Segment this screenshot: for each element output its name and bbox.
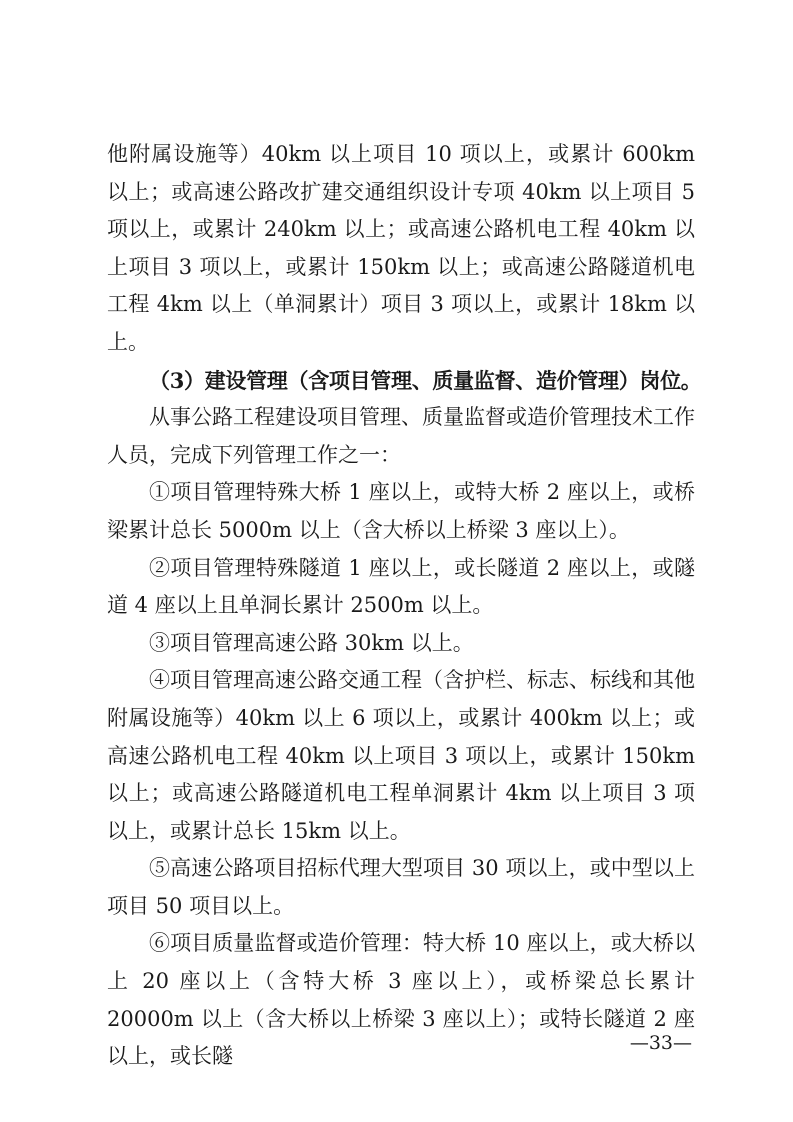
paragraph-continuation: 他附属设施等）40km 以上项目 10 项以上，或累计 600km 以上；或高速公路改扩建交通组织设计专项 40km 以上项目 5 项以上，或累计 240km 以上；或高速公路机电工程 40km 以上项目 3 项以上，或累计 150km 以上；或高速公路隧道机电工程 4km 以上（单洞累计）项目 3 项以上，或累计 18km 以上。 [107, 142, 695, 354]
section-heading-construction-management: （3）建设管理（含项目管理、质量监督、造价管理）岗位。 [149, 367, 702, 393]
page-number: —33— [629, 1032, 692, 1054]
list-item-6: ⑥项目质量监督或造价管理：特大桥 10 座以上，或大桥以上 20 座以上（含特大桥 3 座以上），或桥梁总长累计 20000m 以上（含大桥以上桥梁 3 座以上）；或特长隧道 2 座以上，或长隧 [107, 931, 695, 1069]
list-item-4: ④项目管理高速公路交通工程（含护栏、标志、标线和其他附属设施等）40km 以上 6 项以上，或累计 400km 以上；或高速公路机电工程 40km 以上项目 3 项以上，或累计 150km 以上；或高速公路隧道机电工程单洞累计 4km 以上项目 3 项以上，或累计总长 15km 以上。 [107, 668, 695, 843]
document-body [107, 136, 702, 1076]
list-item-5: ⑤高速公路项目招标代理大型项目 30 项以上，或中型以上项目 50 项目以上。 [107, 856, 695, 918]
list-item-3: ③项目管理高速公路 30km 以上。 [149, 630, 474, 655]
paragraph-intro: 从事公路工程建设项目管理、质量监督或造价管理技术工作人员，完成下列管理工作之一： [107, 405, 695, 467]
list-item-2: ②项目管理特殊隧道 1 座以上，或长隧道 2 座以上，或隧道 4 座以上且单洞长累计 2500m 以上。 [107, 555, 695, 618]
list-item-1: ①项目管理特殊大桥 1 座以上，或特大桥 2 座以上，或桥梁累计总长 5000m 以上（含大桥以上桥梁 3 座以上）。 [107, 480, 695, 542]
